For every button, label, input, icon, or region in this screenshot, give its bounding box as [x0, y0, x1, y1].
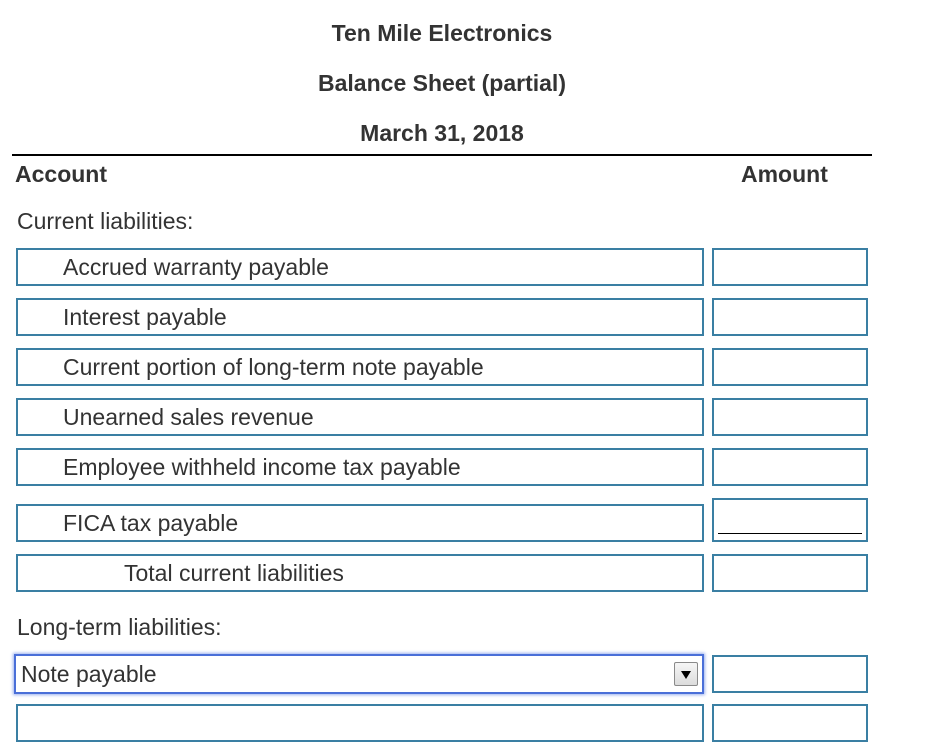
amount-column-header: Amount [741, 161, 828, 187]
triangle-down-icon [681, 671, 691, 679]
total-current-label: Total current liabilities [124, 560, 344, 586]
statement-date: March 31, 2018 [360, 120, 524, 146]
amount-input-note-payable[interactable] [712, 655, 868, 693]
amount-input-total-current[interactable] [712, 554, 868, 592]
account-column-header: Account [15, 161, 107, 187]
amount-input-fica-tax[interactable] [712, 498, 868, 542]
account-input-current-portion-note[interactable] [16, 348, 704, 386]
account-input-interest-payable[interactable] [16, 298, 704, 336]
amount-input-current-portion-note[interactable] [712, 348, 868, 386]
account-text: Interest payable [63, 304, 227, 330]
select-value: Note payable [21, 661, 157, 687]
statement-title: Balance Sheet (partial) [318, 70, 566, 96]
account-text: Unearned sales revenue [63, 404, 314, 430]
amount-input-employee-withheld-tax[interactable] [712, 448, 868, 486]
account-text: Current portion of long-term note payable [63, 354, 484, 380]
amount-input-long-term-blank[interactable] [712, 704, 868, 742]
amount-input-unearned-revenue[interactable] [712, 398, 868, 436]
subtotal-underline [718, 533, 862, 534]
account-input-long-term-blank[interactable] [16, 704, 704, 742]
account-input-total-current[interactable] [16, 554, 704, 592]
amount-input-accrued-warranty[interactable] [712, 248, 868, 286]
account-input-accrued-warranty[interactable] [16, 248, 704, 286]
account-text: Employee withheld income tax payable [63, 454, 461, 480]
dropdown-arrow-button[interactable] [674, 662, 698, 686]
account-input-unearned-revenue[interactable] [16, 398, 704, 436]
long-term-liabilities-label: Long-term liabilities: [17, 614, 222, 640]
account-input-fica-tax[interactable] [16, 504, 704, 542]
header-rule [12, 154, 872, 156]
account-input-employee-withheld-tax[interactable] [16, 448, 704, 486]
account-text: FICA tax payable [63, 510, 239, 536]
account-text: Accrued warranty payable [63, 254, 329, 280]
account-select-note-payable[interactable] [14, 654, 704, 694]
amount-input-interest-payable[interactable] [712, 298, 868, 336]
company-name: Ten Mile Electronics [331, 20, 553, 46]
current-liabilities-label: Current liabilities: [17, 208, 194, 234]
